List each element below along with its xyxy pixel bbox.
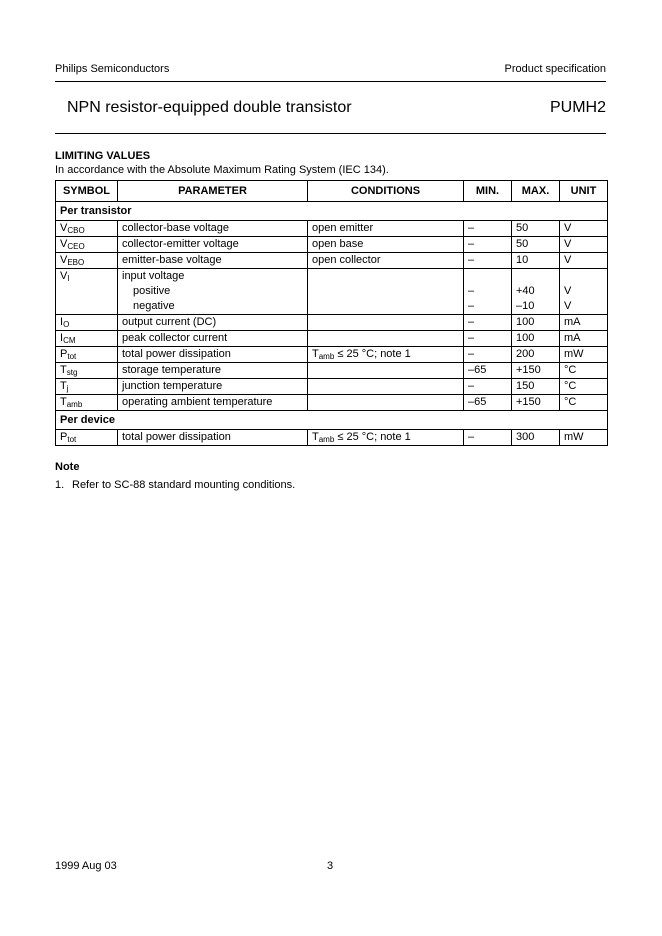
parameter-cell	[118, 269, 308, 315]
company-name: Philips Semiconductors	[55, 63, 170, 75]
max-cell: 100	[512, 331, 560, 347]
symbol-cell: $V_{CEO}$	[56, 237, 118, 253]
min-cell: –	[464, 315, 512, 331]
conditions-cell	[308, 363, 464, 379]
parameter-cell: junction temperature	[118, 379, 308, 395]
table-row	[56, 363, 608, 379]
unit-cell: °C	[560, 379, 608, 395]
symbol-cell: $V_I$	[56, 269, 118, 315]
symbol-cell: $T_{amb}$	[56, 395, 118, 411]
group-row	[56, 202, 608, 221]
section-heading: LIMITING VALUES	[55, 150, 151, 162]
conditions-cell	[308, 331, 464, 347]
parameter-cell: output current (DC)	[118, 315, 308, 331]
table-row	[56, 269, 608, 315]
max-cell: +150	[512, 363, 560, 379]
unit-cell: V	[560, 253, 608, 269]
table-header-row	[56, 181, 608, 202]
conditions-cell: $T_{amb} \le 25$ °C; note 1	[308, 347, 464, 363]
max-cell: 100	[512, 315, 560, 331]
group-label-per-transistor: Per transistor	[56, 202, 608, 221]
column-header-unit: UNIT	[560, 181, 608, 202]
parameter-positive: positive	[133, 285, 171, 297]
max-cell: 150	[512, 379, 560, 395]
unit-cell: V	[560, 221, 608, 237]
table-row	[56, 253, 608, 269]
conditions-cell	[308, 395, 464, 411]
parameter-cell: total power dissipation	[118, 430, 308, 446]
conditions-cell	[308, 269, 464, 315]
parameter-cell: peak collector current	[118, 331, 308, 347]
table-row	[56, 331, 608, 347]
group-row	[56, 411, 608, 430]
conditions-cell: open base	[308, 237, 464, 253]
min-cell: –	[464, 221, 512, 237]
group-label-per-device: Per device	[56, 411, 608, 430]
unit-cell: V V	[560, 269, 608, 315]
table-row	[56, 395, 608, 411]
min-cell: –	[464, 347, 512, 363]
column-header-conditions: CONDITIONS	[308, 181, 464, 202]
symbol-cell: $P_{tot}$	[56, 430, 118, 446]
max-cell: 200	[512, 347, 560, 363]
table-row	[56, 430, 608, 446]
parameter-label: input voltage	[122, 270, 185, 282]
symbol-cell: $I_{CM}$	[56, 331, 118, 347]
symbol-cell: $V_{CBO}$	[56, 221, 118, 237]
title-rule	[55, 133, 606, 134]
table-row	[56, 379, 608, 395]
max-cell: +40 –10	[512, 269, 560, 315]
footer-date: 1999 Aug 03	[55, 860, 117, 872]
symbol-cell: $I_O$	[56, 315, 118, 331]
conditions-cell: open collector	[308, 253, 464, 269]
max-cell: 50	[512, 221, 560, 237]
min-cell: –	[464, 253, 512, 269]
parameter-cell: operating ambient temperature	[118, 395, 308, 411]
document-type: Product specification	[504, 63, 606, 75]
max-cell: +150	[512, 395, 560, 411]
header-rule	[55, 81, 606, 82]
conditions-cell: open emitter	[308, 221, 464, 237]
symbol-cell: $T_j$	[56, 379, 118, 395]
min-cell: –	[464, 379, 512, 395]
parameter-negative: negative	[133, 300, 175, 312]
parameter-cell: collector-emitter voltage	[118, 237, 308, 253]
unit-cell: V	[560, 237, 608, 253]
unit-cell: mA	[560, 315, 608, 331]
min-cell: –	[464, 237, 512, 253]
table-row	[56, 347, 608, 363]
unit-cell: °C	[560, 395, 608, 411]
column-header-symbol: SYMBOL	[56, 181, 118, 202]
limiting-values-table	[55, 180, 608, 446]
parameter-cell: emitter-base voltage	[118, 253, 308, 269]
parameter-cell: storage temperature	[118, 363, 308, 379]
section-intro: In accordance with the Absolute Maximum Rating System (IEC 134).	[55, 164, 389, 176]
min-cell: –	[464, 430, 512, 446]
max-cell: 300	[512, 430, 560, 446]
min-cell: –65	[464, 363, 512, 379]
document-title: NPN resistor-equipped double transistor	[67, 99, 352, 116]
column-header-max: MAX.	[512, 181, 560, 202]
min-cell: – –	[464, 269, 512, 315]
symbol-cell: $T_{stg}$	[56, 363, 118, 379]
table-row	[56, 315, 608, 331]
max-cell: 10	[512, 253, 560, 269]
column-header-min: MIN.	[464, 181, 512, 202]
unit-cell: mW	[560, 430, 608, 446]
notes-heading: Note	[55, 461, 80, 473]
max-cell: 50	[512, 237, 560, 253]
conditions-cell	[308, 379, 464, 395]
table-row	[56, 237, 608, 253]
symbol-cell: $P_{tot}$	[56, 347, 118, 363]
part-number: PUMH2	[549, 99, 606, 116]
conditions-cell	[308, 315, 464, 331]
conditions-cell: $T_{amb} \le 25$ °C; note 1	[308, 430, 464, 446]
unit-cell: mA	[560, 331, 608, 347]
table-row	[56, 221, 608, 237]
page-number: 3	[327, 860, 334, 872]
symbol-cell: $V_{EBO}$	[56, 253, 118, 269]
parameter-cell: total power dissipation	[118, 347, 308, 363]
parameter-cell: collector-base voltage	[118, 221, 308, 237]
unit-cell: mW	[560, 347, 608, 363]
min-cell: –	[464, 331, 512, 347]
note-item: 1. Refer to SC-88 standard mounting conditions.	[55, 479, 296, 491]
column-header-parameter: PARAMETER	[118, 181, 308, 202]
min-cell: –65	[464, 395, 512, 411]
unit-cell: °C	[560, 363, 608, 379]
